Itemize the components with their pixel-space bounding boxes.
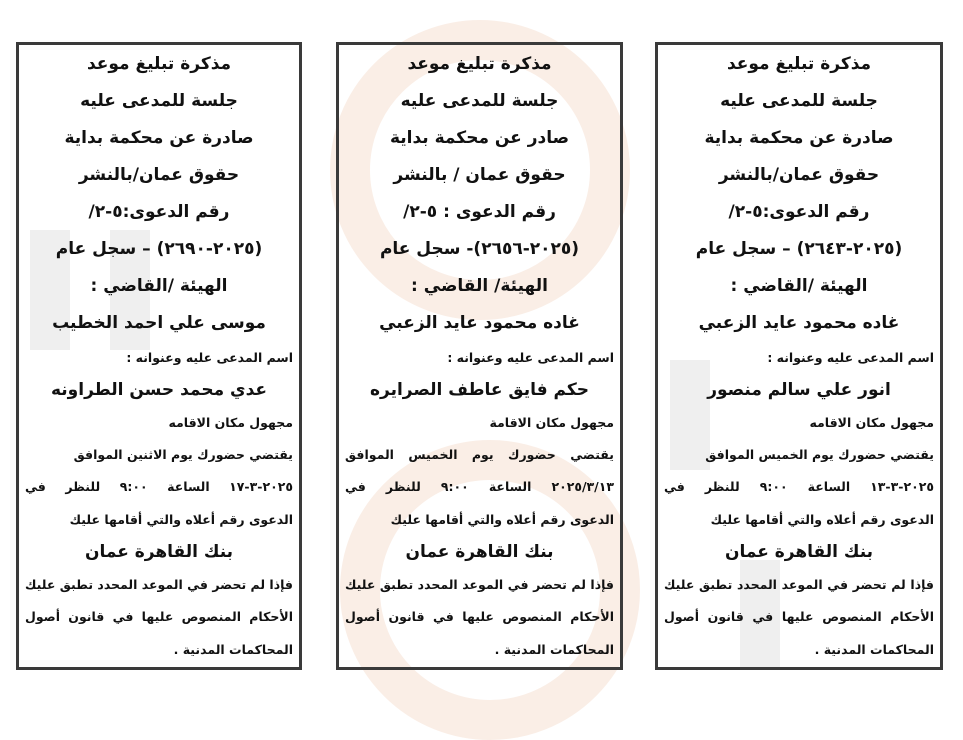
heading-line: مذكرة تبليغ موعد — [407, 53, 552, 74]
heading-line: (٢٠٢٥-٢٦٤٣) – سجل عام — [695, 238, 903, 259]
text-line: فإذا لم تحضر في الموعد المحدد تطبق عليك — [345, 576, 614, 592]
name-line: بنك القاهرة عمان — [724, 542, 874, 563]
text-line: الأحكام المنصوص عليها في قانون أصول — [25, 609, 293, 624]
text-line: يقتضي حضورك يوم الخميس الموافق — [345, 446, 614, 462]
name-line: بنك القاهرة عمان — [405, 542, 554, 563]
text-line: اسم المدعى عليه وعنوانه : — [767, 349, 934, 365]
notice-right — [655, 42, 943, 670]
heading-line: جلسة للمدعى عليه — [720, 90, 878, 111]
text-line: ٢٠٢٥-٣-١٧ الساعة ٩:٠٠ للنظر في — [25, 479, 293, 494]
name-line: عدي محمد حسن الطراونه — [50, 379, 268, 400]
text-line: المحاكمات المدنية . — [173, 642, 293, 658]
heading-line: (٢٠٢٥-٢٦٥٦)- سجل عام — [379, 238, 580, 259]
text-line: فإذا لم تحضر في الموعد المحدد تطبق عليك — [664, 576, 934, 592]
heading-line: حقوق عمان / بالنشر — [393, 164, 566, 185]
text-line: الأحكام المنصوص عليها في قانون أصول — [345, 609, 614, 624]
text-line: مجهول مكان الاقامه — [168, 414, 293, 430]
text-line: الدعوى رقم أعلاه والتي أقامها عليك — [710, 512, 934, 528]
notice-left — [16, 42, 302, 670]
text-line: ٢٠٢٥-٣-١٣ الساعة ٩:٠٠ للنظر في — [664, 479, 934, 494]
text-line: المحاكمات المدنية . — [494, 642, 614, 658]
text-line: ٢٠٢٥/٣/١٣ الساعة ٩:٠٠ للنظر في — [345, 479, 614, 494]
heading-line: غاده محمود عايد الزعبي — [379, 312, 580, 333]
heading-line: رقم الدعوى:٥-٢/ — [728, 201, 870, 222]
text-line: المحاكمات المدنية . — [814, 642, 934, 658]
heading-line: حقوق عمان/بالنشر — [718, 164, 880, 185]
heading-line: صادرة عن محكمة بداية — [704, 127, 894, 148]
text-line: الدعوى رقم أعلاه والتي أقامها عليك — [69, 512, 293, 528]
name-line: بنك القاهرة عمان — [84, 542, 234, 563]
text-line: الدعوى رقم أعلاه والتي أقامها عليك — [390, 512, 614, 528]
text-line: مجهول مكان الاقامة — [489, 414, 614, 430]
heading-line: غاده محمود عايد الزعبي — [698, 312, 900, 333]
heading-line: الهيئة/ القاضي : — [411, 275, 548, 296]
notice-middle — [336, 42, 623, 670]
heading-line: صادر عن محكمة بداية — [389, 127, 570, 148]
heading-line: صادرة عن محكمة بداية — [64, 127, 254, 148]
text-line: يقتضي حضورك يوم الخميس الموافق — [705, 447, 934, 463]
heading-line: رقم الدعوى : ٥-٢/ — [403, 201, 556, 222]
heading-line: مذكرة تبليغ موعد — [86, 53, 232, 74]
heading-line: (٢٠٢٥-٢٦٩٠) – سجل عام — [55, 238, 263, 259]
heading-line: الهيئة /القاضي : — [90, 275, 228, 296]
text-line: اسم المدعى عليه وعنوانه : — [447, 349, 614, 365]
heading-line: مذكرة تبليغ موعد — [726, 53, 872, 74]
heading-line: حقوق عمان/بالنشر — [78, 164, 240, 185]
text-line: الأحكام المنصوص عليها في قانون أصول — [664, 609, 934, 624]
text-line: يقتضي حضورك يوم الاثنين الموافق — [73, 447, 293, 463]
name-line: حكم فايق عاطف الصرايره — [369, 379, 590, 400]
heading-line: موسى علي احمد الخطيب — [52, 312, 266, 333]
text-line: فإذا لم تحضر في الموعد المحدد تطبق عليك — [25, 576, 293, 592]
heading-line: جلسة للمدعى عليه — [80, 90, 238, 111]
name-line: انور علي سالم منصور — [707, 379, 891, 400]
heading-line: رقم الدعوى:٥-٢/ — [88, 201, 230, 222]
heading-line: الهيئة /القاضي : — [730, 275, 868, 296]
heading-line: جلسة للمدعى عليه — [400, 90, 559, 111]
text-line: مجهول مكان الاقامه — [809, 414, 934, 430]
text-line: اسم المدعى عليه وعنوانه : — [126, 349, 293, 365]
